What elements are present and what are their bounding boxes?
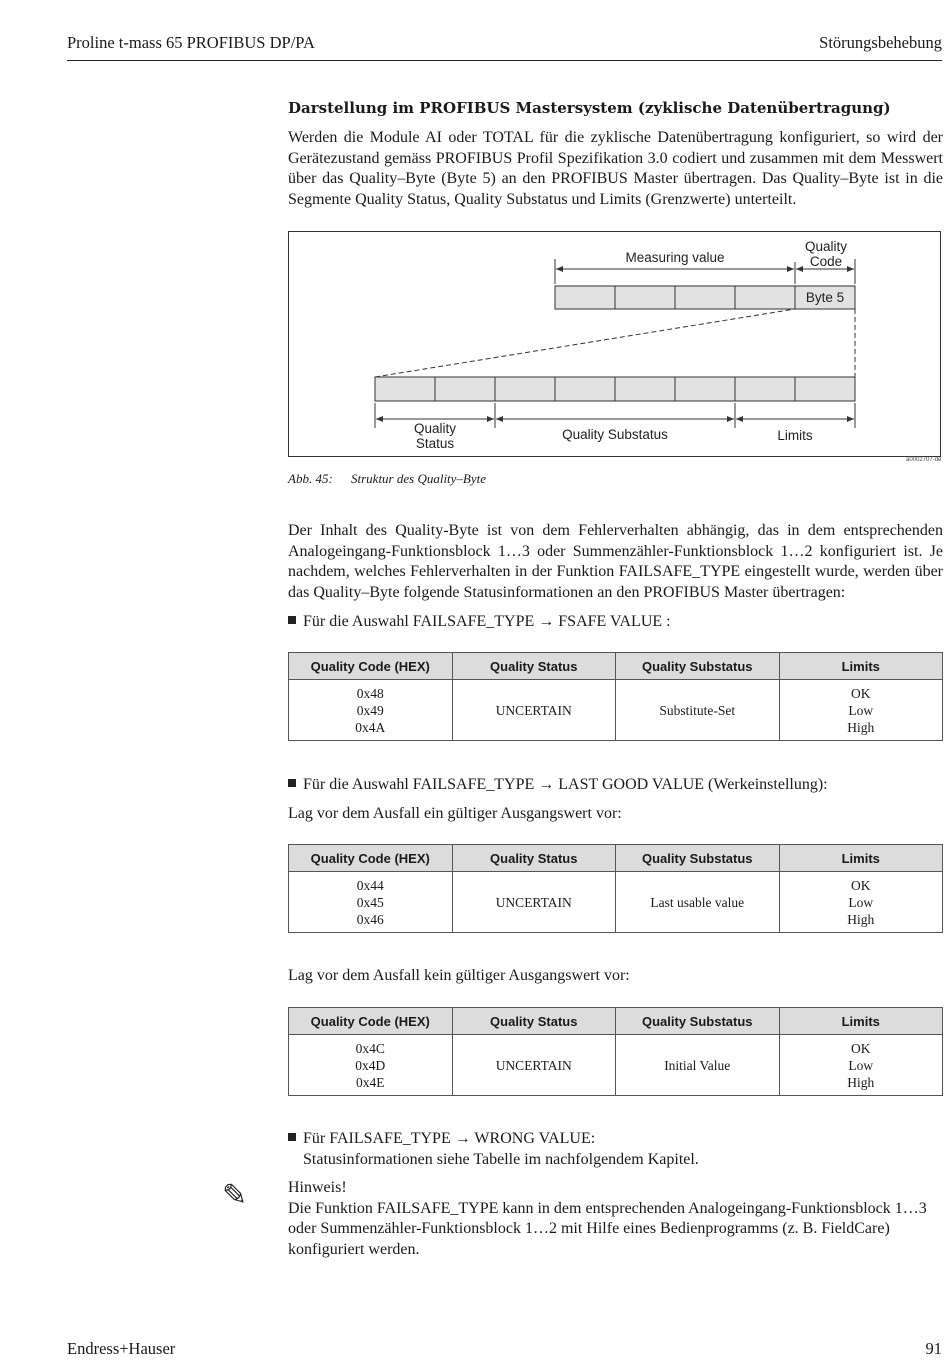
label-measuring-value: Measuring value [625, 250, 725, 265]
th-quality-code: Quality Code (HEX) [289, 653, 453, 680]
intro-paragraph [288, 128, 943, 210]
limit-value: High [847, 1074, 875, 1090]
table-fsafe-value [288, 652, 943, 741]
content-text: Der Inhalt des Quality-Byte ist von dem Fehlerverhalten abhängig, das in dem entsprechenden Analogeingang-Funktionsblock 1…3 oder Summenzähler-Funktionsblock 1…2 konfiguriert ist. Je nachdem, welches Fehlerverhalten in der Funktion FAILSAFE_TYPE eingestellt wurde, werden über das Quality–Byte folgende Statusinformationen an den PROFIBUS Master übertragen: [288, 522, 943, 601]
caption-number: Abb. 45: [288, 471, 333, 486]
table-row [289, 680, 943, 741]
pencil-note-icon: ✎ [222, 1178, 248, 1213]
figure-caption [288, 471, 486, 487]
th-quality-code: Quality Code (HEX) [289, 1008, 453, 1035]
cell-substatus: Last usable value [616, 872, 780, 933]
cell-codes [289, 1035, 453, 1096]
th-quality-status: Quality Status [452, 845, 616, 872]
table-header-row [289, 653, 943, 680]
lower-bits [375, 377, 855, 401]
cell-status: UNCERTAIN [452, 872, 616, 933]
code-value: 0x4D [355, 1057, 386, 1073]
limit-value: Low [848, 702, 874, 718]
label-quality-code-2: Code [809, 254, 843, 269]
projection-left [375, 309, 795, 377]
header-section: Störungsbehebung [819, 33, 942, 52]
section-title: Darstellung im PROFIBUS Mastersystem (zyklische Datenübertragung) [288, 99, 891, 117]
limit-value: High [847, 911, 875, 927]
footer-company: Endress+Hauser [67, 1339, 176, 1358]
th-quality-substatus: Quality Substatus [616, 653, 780, 680]
bullet-square-icon [288, 779, 296, 787]
limit-value: High [847, 719, 875, 735]
table-initial-value [288, 1007, 943, 1096]
cell-limits [779, 1035, 943, 1096]
note-text: Die Funktion FAILSAFE_TYPE kann in dem entsprechenden Analogeingang-Funktionsblock 1…3 oder Summenzähler-Funktionsblock 1…2 mit Hilfe eines Bedienprogramms (z. B. FieldCare) konfiguriert werden. [288, 1199, 927, 1258]
bullet-square-icon [288, 616, 296, 624]
cell-substatus: Initial Value [616, 1035, 780, 1096]
content-paragraph [288, 521, 943, 603]
line-invalid-value: Lag vor dem Ausfall kein gültiger Ausgangswert vor: [288, 967, 630, 984]
figure-code: a0002707-de [906, 457, 942, 463]
label-quality-status-1: Quality [413, 421, 457, 436]
th-quality-code: Quality Code (HEX) [289, 845, 453, 872]
label-limits: Limits [777, 428, 813, 443]
table-header-row [289, 1008, 943, 1035]
bullet-square-icon [288, 1133, 296, 1141]
bullet-fsafe [288, 611, 671, 632]
bullet-wrong-value-text: Für FAILSAFE_TYPE → WRONG VALUE: [303, 1130, 596, 1147]
cell-codes [289, 680, 453, 741]
th-quality-status: Quality Status [452, 653, 616, 680]
label-byte5: Byte 5 [805, 290, 845, 305]
code-value: 0x44 [356, 877, 384, 893]
th-quality-substatus: Quality Substatus [616, 845, 780, 872]
code-value: 0x49 [356, 702, 384, 718]
limit-value: OK [851, 1040, 871, 1056]
bullet-fsafe-text: Für die Auswahl FAILSAFE_TYPE → FSAFE VALUE : [303, 613, 671, 630]
table-last-usable [288, 844, 943, 933]
cell-codes [289, 872, 453, 933]
th-limits: Limits [779, 1008, 943, 1035]
table-row [289, 1035, 943, 1096]
label-quality-substatus: Quality Substatus [562, 427, 668, 442]
caption-text: Struktur des Quality–Byte [351, 471, 487, 486]
header-rule [67, 60, 942, 61]
line-valid-value: Lag vor dem Ausfall ein gültiger Ausgangswert vor: [288, 805, 622, 822]
note-title: Hinweis! [288, 1179, 347, 1196]
code-value: 0x46 [356, 911, 384, 927]
table-row [289, 872, 943, 933]
intro-text: Werden die Module AI oder TOTAL für die zyklische Datenübertragung konfiguriert, so wird der Gerätezustand gemäss PROFIBUS Profil Spezifikation 3.0 codiert und zusammen mit dem Messwert über das Quality–Byte (Byte 5) an den PROFIBUS Master übertragen. Das Quality–Byte ist in die Segmente Quality Status, Quality Substatus und Limits (Grenzwerte) unterteilt. [288, 129, 943, 208]
header-title: Proline t-mass 65 PROFIBUS DP/PA [67, 33, 315, 52]
bullet-wrong-value-sub: Statusinformationen siehe Tabelle im nachfolgendem Kapitel. [303, 1151, 699, 1168]
label-quality-code-1: Quality [804, 239, 848, 254]
label-quality-status-2: Status [415, 436, 455, 451]
cell-substatus: Substitute-Set [616, 680, 780, 741]
cell-status: UNCERTAIN [452, 680, 616, 741]
quality-byte-figure [288, 231, 941, 457]
th-quality-status: Quality Status [452, 1008, 616, 1035]
limit-value: OK [851, 685, 871, 701]
cell-status: UNCERTAIN [452, 1035, 616, 1096]
bullet-wrong-value [288, 1128, 595, 1149]
th-quality-substatus: Quality Substatus [616, 1008, 780, 1035]
limit-value: OK [851, 877, 871, 893]
bullet-last-good-text: Für die Auswahl FAILSAFE_TYPE → LAST GOOD VALUE (Werkeinstellung): [303, 776, 828, 793]
code-value: 0x45 [356, 894, 384, 910]
quality-byte-diagram [289, 232, 942, 458]
code-value: 0x48 [356, 685, 384, 701]
page-number: 91 [925, 1339, 942, 1358]
bullet-last-good [288, 774, 828, 795]
th-limits: Limits [779, 845, 943, 872]
cell-limits [779, 680, 943, 741]
note-block [288, 1178, 943, 1260]
th-limits: Limits [779, 653, 943, 680]
limit-value: Low [848, 894, 874, 910]
code-value: 0x4A [355, 719, 386, 735]
table-header-row [289, 845, 943, 872]
code-value: 0x4E [356, 1074, 385, 1090]
cell-limits [779, 872, 943, 933]
limit-value: Low [848, 1057, 874, 1073]
code-value: 0x4C [355, 1040, 385, 1056]
